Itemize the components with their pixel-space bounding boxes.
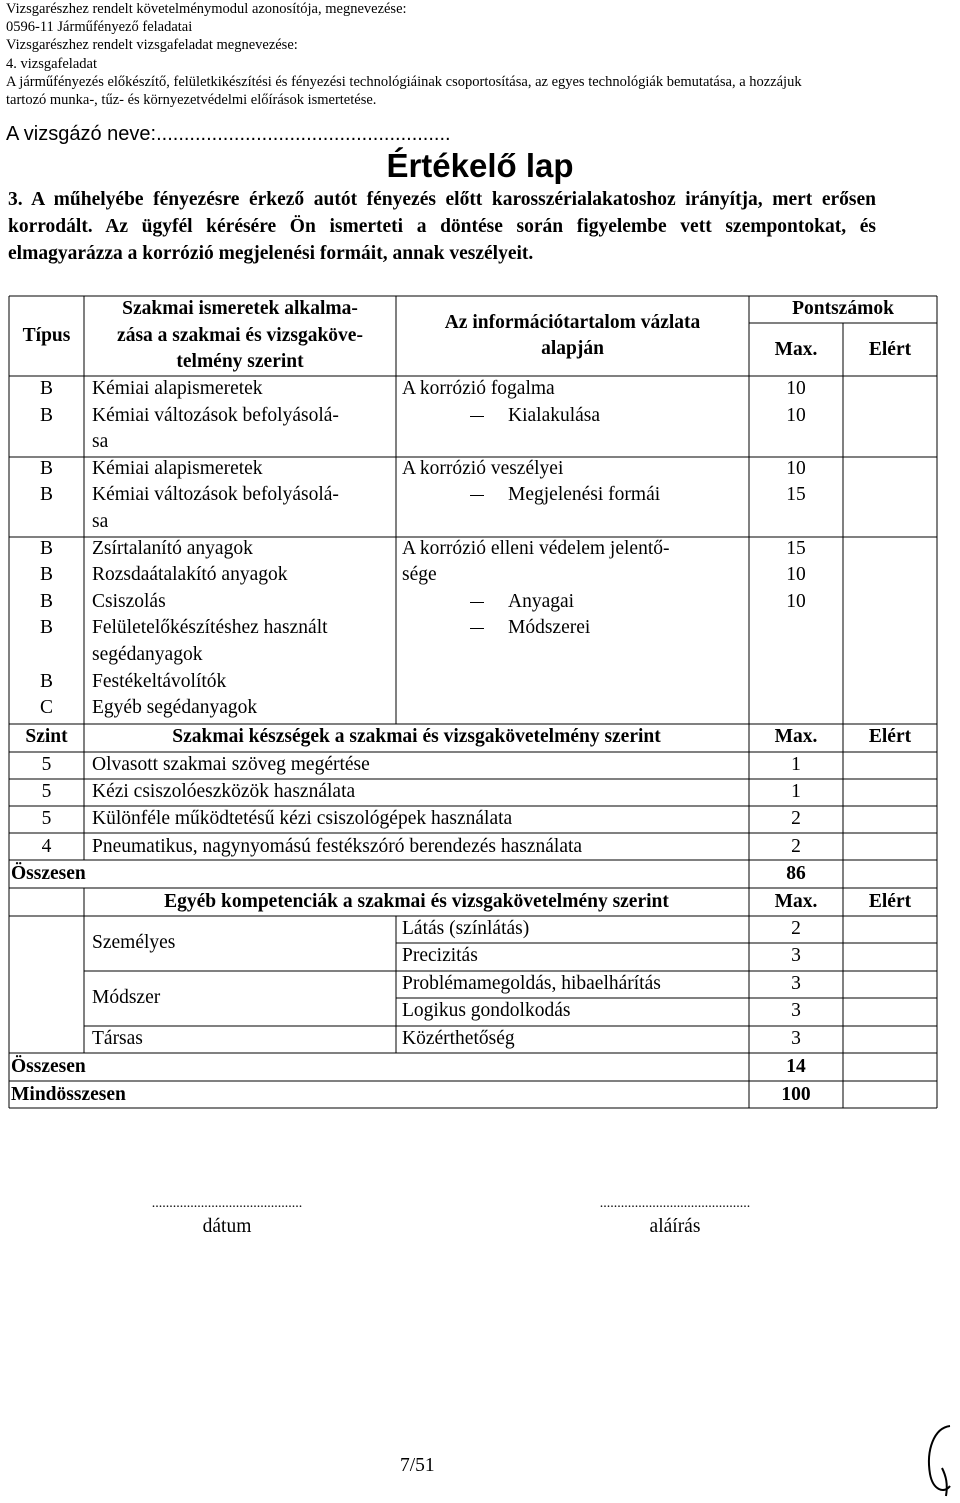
knowledge-item: segédanyagok xyxy=(92,644,203,665)
type-code: C xyxy=(39,697,53,719)
module-label: Vizsgarészhez rendelt követelménymodul azonosítója, megnevezése: xyxy=(6,1,407,17)
max-points: 10 xyxy=(786,457,806,479)
competency-item: Problémamegoldás, hibaelhárítás xyxy=(402,973,661,994)
skill-text: Pneumatikus, nagynyomású festékszóró berendezés használata xyxy=(92,835,583,857)
knowledge-item: Festékeltávolítók xyxy=(92,670,227,692)
max-points: 15 xyxy=(786,484,806,506)
type-code: B xyxy=(39,590,53,612)
handwritten-signature xyxy=(920,1420,956,1500)
knowledge-item: Kémiai változások befolyásolá- xyxy=(92,484,339,506)
competency-item: Közérthetőség xyxy=(402,1028,515,1049)
achieved-header: Elért xyxy=(868,339,912,360)
type-column-header: Típus xyxy=(22,325,71,346)
dash-bullet-icon xyxy=(470,416,484,417)
skill-level: 5 xyxy=(41,781,52,803)
signature-label: aláírás xyxy=(649,1216,701,1237)
knowledge-item: Felületelőkészítéshez használt xyxy=(92,617,328,639)
competency-item: Látás (színlátás) xyxy=(402,918,530,939)
skill-text: Olvasott szakmai szöveg megértése xyxy=(92,754,370,775)
type-code: B xyxy=(39,670,53,692)
type-code: B xyxy=(39,617,53,639)
competency-group-personal: Személyes xyxy=(92,932,176,953)
skills-header: Szakmai készségek a szakmai és vizsgakövetelmény szerint xyxy=(172,726,661,747)
task-description-line2: tartozó munka-, tűz- és környezetvédelmi előírások ismertetése. xyxy=(6,92,377,109)
competency-max: 2 xyxy=(791,918,801,939)
page-title: Értékelő lap xyxy=(386,147,574,184)
competency-max: 3 xyxy=(791,945,801,966)
task-text: 3. A műhelyébe fényezésre érkező autót fényezés előtt karosszérialakatoshoz irányítja, mert erősen korrodált. Az ügyfél kérésére Ön ismerteti a döntése során figyelembe vett szempontokat, és elmagyarázza a korrózió megjelenési formáit, annak veszélyeit. xyxy=(8,189,876,264)
skill-text: Kézi csiszolóeszközök használata xyxy=(92,781,356,803)
level-column-header: Szint xyxy=(25,726,68,747)
examinee-name-field: A vizsgázó neve:..................................................... xyxy=(6,123,451,145)
competencies-header: Egyéb kompetenciák a szakmai és vizsgakövetelmény szerint xyxy=(164,891,669,912)
signature-dots: ........................................... xyxy=(599,1196,751,1211)
info-item: A korrózió fogalma xyxy=(402,378,555,399)
skill-level: 5 xyxy=(41,754,52,775)
knowledge-item: Rozsdaátalakító anyagok xyxy=(92,564,288,586)
info-item: sége xyxy=(402,564,437,586)
type-code: B xyxy=(39,484,53,506)
document-header xyxy=(6,0,802,109)
type-code: B xyxy=(39,457,53,479)
date-dots: ........................................... xyxy=(151,1196,303,1211)
page-number: 7/51 xyxy=(400,1455,435,1476)
skill-level: 5 xyxy=(41,808,52,830)
skill-level: 4 xyxy=(41,835,52,857)
date-label: dátum xyxy=(202,1216,252,1237)
max-points: 10 xyxy=(786,404,806,426)
knowledge-item: sa xyxy=(92,431,109,453)
competency-item: Precizitás xyxy=(402,945,478,966)
competencies-achieved-header: Elért xyxy=(868,891,912,912)
type-code: B xyxy=(39,564,53,586)
info-item: Megjelenési formái xyxy=(508,484,661,506)
task-label: Vizsgarészhez rendelt vizsgafeladat megnevezése: xyxy=(6,37,298,54)
skills-achieved-header: Elért xyxy=(868,726,912,747)
competency-max: 3 xyxy=(791,1000,801,1021)
info-item: A korrózió elleni védelem jelentő- xyxy=(402,537,670,559)
knowledge-item: Kémiai alapismeretek xyxy=(92,378,263,399)
dash-bullet-icon xyxy=(470,495,484,496)
task-number: 4. vizsgafeladat xyxy=(6,55,97,72)
info-item: Kialakulása xyxy=(508,404,601,426)
task-description-line1: A járműfényezés előkészítő, felületkikészítési és fényezési technológiáinak csoportosítása, az egyes technológiák bemutatása, a hozzájuk xyxy=(6,73,802,90)
knowledge-item: Kémiai változások befolyásolá- xyxy=(92,404,339,426)
max-points: 10 xyxy=(786,590,806,612)
module-name: 0596-11 Járműfényező feladatai xyxy=(6,19,193,36)
type-code: B xyxy=(39,537,53,559)
skills-total-value: 86 xyxy=(786,863,806,884)
knowledge-item: sa xyxy=(92,511,109,532)
competency-max: 3 xyxy=(791,1028,801,1049)
skill-text: Különféle működtetésű kézi csiszológépek használata xyxy=(92,808,513,830)
knowledge-item: Csiszolás xyxy=(92,590,166,612)
dash-bullet-icon xyxy=(470,628,484,629)
skill-max: 1 xyxy=(791,754,801,775)
type-code: B xyxy=(39,404,53,426)
knowledge-item: Zsírtalanító anyagok xyxy=(92,537,253,559)
points-header: Pontszámok xyxy=(792,298,894,319)
skill-max: 2 xyxy=(791,808,801,830)
grand-total-value: 100 xyxy=(781,1084,811,1105)
competency-item: Logikus gondolkodás xyxy=(402,1000,571,1021)
grand-total-label: Mindösszesen xyxy=(11,1084,126,1105)
knowledge-item: Egyéb segédanyagok xyxy=(92,697,258,719)
dash-bullet-icon xyxy=(470,602,484,603)
competencies-total-label: Összesen xyxy=(11,1056,86,1077)
competency-max: 3 xyxy=(791,973,801,994)
max-points: 10 xyxy=(786,564,806,586)
info-item: Anyagai xyxy=(508,590,575,612)
type-code: B xyxy=(39,378,53,399)
skill-max: 2 xyxy=(791,835,801,857)
info-item: A korrózió veszélyei xyxy=(402,457,564,479)
max-points: 15 xyxy=(786,537,806,559)
knowledge-item: Kémiai alapismeretek xyxy=(92,457,263,479)
skills-max-header: Max. xyxy=(774,726,818,747)
competency-group-social: Társas xyxy=(92,1028,143,1049)
competency-group-method: Módszer xyxy=(92,987,161,1008)
skills-total-label: Összesen xyxy=(11,863,86,884)
max-header: Max. xyxy=(774,339,818,360)
max-points: 10 xyxy=(786,378,806,399)
skill-max: 1 xyxy=(791,781,801,803)
competencies-max-header: Max. xyxy=(774,891,818,912)
competencies-total-value: 14 xyxy=(786,1056,806,1077)
info-item: Módszerei xyxy=(508,617,591,639)
